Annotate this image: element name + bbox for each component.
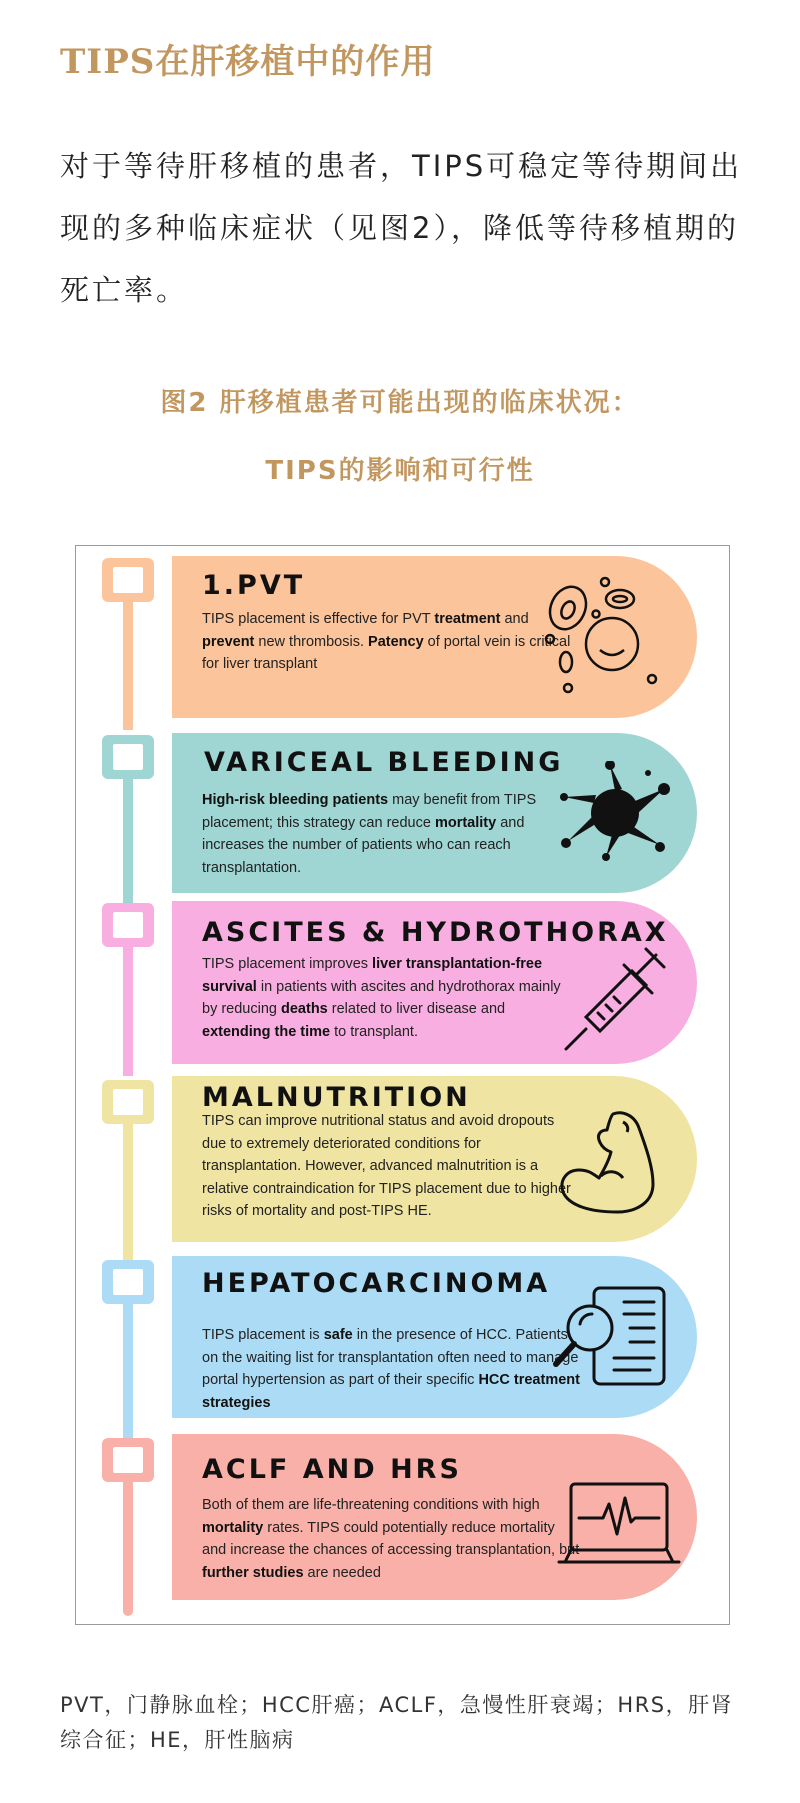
card-hepatocarcinoma xyxy=(172,1256,697,1418)
intro-paragraph: 对于等待肝移植的患者，TIPS可稳定等待期间出现的多种临床症状（见图2），降低等待移植期的死亡率。 xyxy=(60,149,743,307)
syringe-icon xyxy=(562,943,672,1053)
timeline-stem xyxy=(123,936,133,1076)
card-text-bold: deaths xyxy=(281,1001,328,1017)
card-text-bold: HCC treatment strategies xyxy=(202,1372,580,1411)
timeline-stem xyxy=(123,1468,133,1616)
timeline-marker xyxy=(102,1438,154,1482)
card-text-segment: related to liver disease and xyxy=(327,1001,506,1017)
card-text-segment: in the presence of HCC. Patients on the waiting list for transplantation often need to manage portal hypertension as part of their specific xyxy=(202,1327,579,1388)
timeline-marker xyxy=(102,735,154,779)
card-text xyxy=(202,953,577,1043)
card-text-bold: further studies xyxy=(202,1564,304,1581)
card-variceal-bleeding xyxy=(172,733,697,893)
card-text-bold: mortality xyxy=(434,814,497,831)
card-text xyxy=(202,1494,582,1584)
card-text-segment: to transplant. xyxy=(330,1023,418,1040)
figure-caption-line1: 图2 肝移植患者可能出现的临床状况： xyxy=(160,388,640,418)
card-text xyxy=(202,1110,577,1223)
card-text-segment: of portal vein is critical for liver transplant xyxy=(202,633,571,672)
card-text-bold: extending the time xyxy=(202,1023,331,1040)
card-text xyxy=(202,608,577,676)
card-title: ACLF AND HRS xyxy=(202,1454,462,1485)
card-title: HEPATOCARCINOMA xyxy=(202,1268,551,1299)
card-text-segment: Both of them are life-threatening conditions with high xyxy=(202,1497,540,1513)
card-title: 1.PVT xyxy=(202,570,306,601)
blood-splatter-icon xyxy=(560,761,670,861)
card-pvt xyxy=(172,556,697,718)
card-text-bold: High-risk bleeding patients xyxy=(202,792,389,808)
section-heading: TIPS在肝移植中的作用 xyxy=(60,42,436,82)
card-text-segment: new thrombosis. xyxy=(254,633,369,650)
card-text-segment: TIPS placement is xyxy=(202,1327,324,1343)
card-text-segment: and xyxy=(500,611,529,627)
card-text xyxy=(202,1324,582,1414)
timeline-stem xyxy=(123,1110,133,1260)
card-ascites-hydrothorax xyxy=(172,901,697,1064)
card-text-bold: treatment xyxy=(434,611,501,627)
card-text-segment: are needed xyxy=(303,1564,381,1581)
timeline-stem xyxy=(123,1290,133,1440)
card-text-bold: safe xyxy=(323,1327,353,1343)
magnifier-report-icon xyxy=(550,1284,670,1394)
card-text-bold: Patency xyxy=(368,633,424,650)
timeline-marker xyxy=(102,1260,154,1304)
card-text-bold: mortality xyxy=(202,1519,264,1536)
flexed-arm-icon xyxy=(557,1106,667,1216)
card-text-bold: liver transplantation-free survival xyxy=(202,956,543,995)
card-title: MALNUTRITION xyxy=(202,1082,471,1113)
card-malnutrition xyxy=(172,1076,697,1242)
footnote: PVT，门静脉血栓；HCC肝癌；ACLF，急慢性肝衰竭；HRS，肝肾综合征；HE，肝性脑病 xyxy=(60,1693,734,1752)
figure-caption-line2: TIPS的影响和可行性 xyxy=(265,456,535,486)
card-text-segment: and increases the number of patients who can reach transplantation. xyxy=(202,814,525,876)
card-text-segment: TIPS placement is effective for PVT xyxy=(202,611,435,627)
card-text-segment: in patients with ascites and hydrothorax mainly by reducing xyxy=(202,978,561,1017)
timeline-stem xyxy=(123,580,133,730)
timeline-stem xyxy=(123,758,133,908)
timeline-marker xyxy=(102,1080,154,1124)
card-text-segment: rates. TIPS could potentially reduce mortality and increase the chances of accessing transplantation, but xyxy=(202,1519,580,1558)
card-title: VARICEAL BLEEDING xyxy=(204,747,564,778)
card-title: ASCITES & HYDROTHORAX xyxy=(202,917,669,948)
heart-monitor-icon xyxy=(555,1478,685,1568)
card-text-bold: prevent xyxy=(202,633,255,650)
card-text xyxy=(202,789,577,879)
timeline-marker xyxy=(102,558,154,602)
card-text-segment: TIPS placement improves xyxy=(202,956,373,972)
card-aclf-hrs xyxy=(172,1434,697,1600)
card-text-segment: may benefit from TIPS placement; this strategy can reduce xyxy=(202,792,537,831)
blood-cells-icon xyxy=(542,576,662,696)
timeline-marker xyxy=(102,903,154,947)
card-text-segment: TIPS can improve nutritional status and avoid dropouts due to extremely deteriorated conditions for transplantation. However, advanced malnutrition is a relative contraindication for TIPS placement due to higher risks of mortality and post-TIPS HE. xyxy=(202,1113,571,1219)
